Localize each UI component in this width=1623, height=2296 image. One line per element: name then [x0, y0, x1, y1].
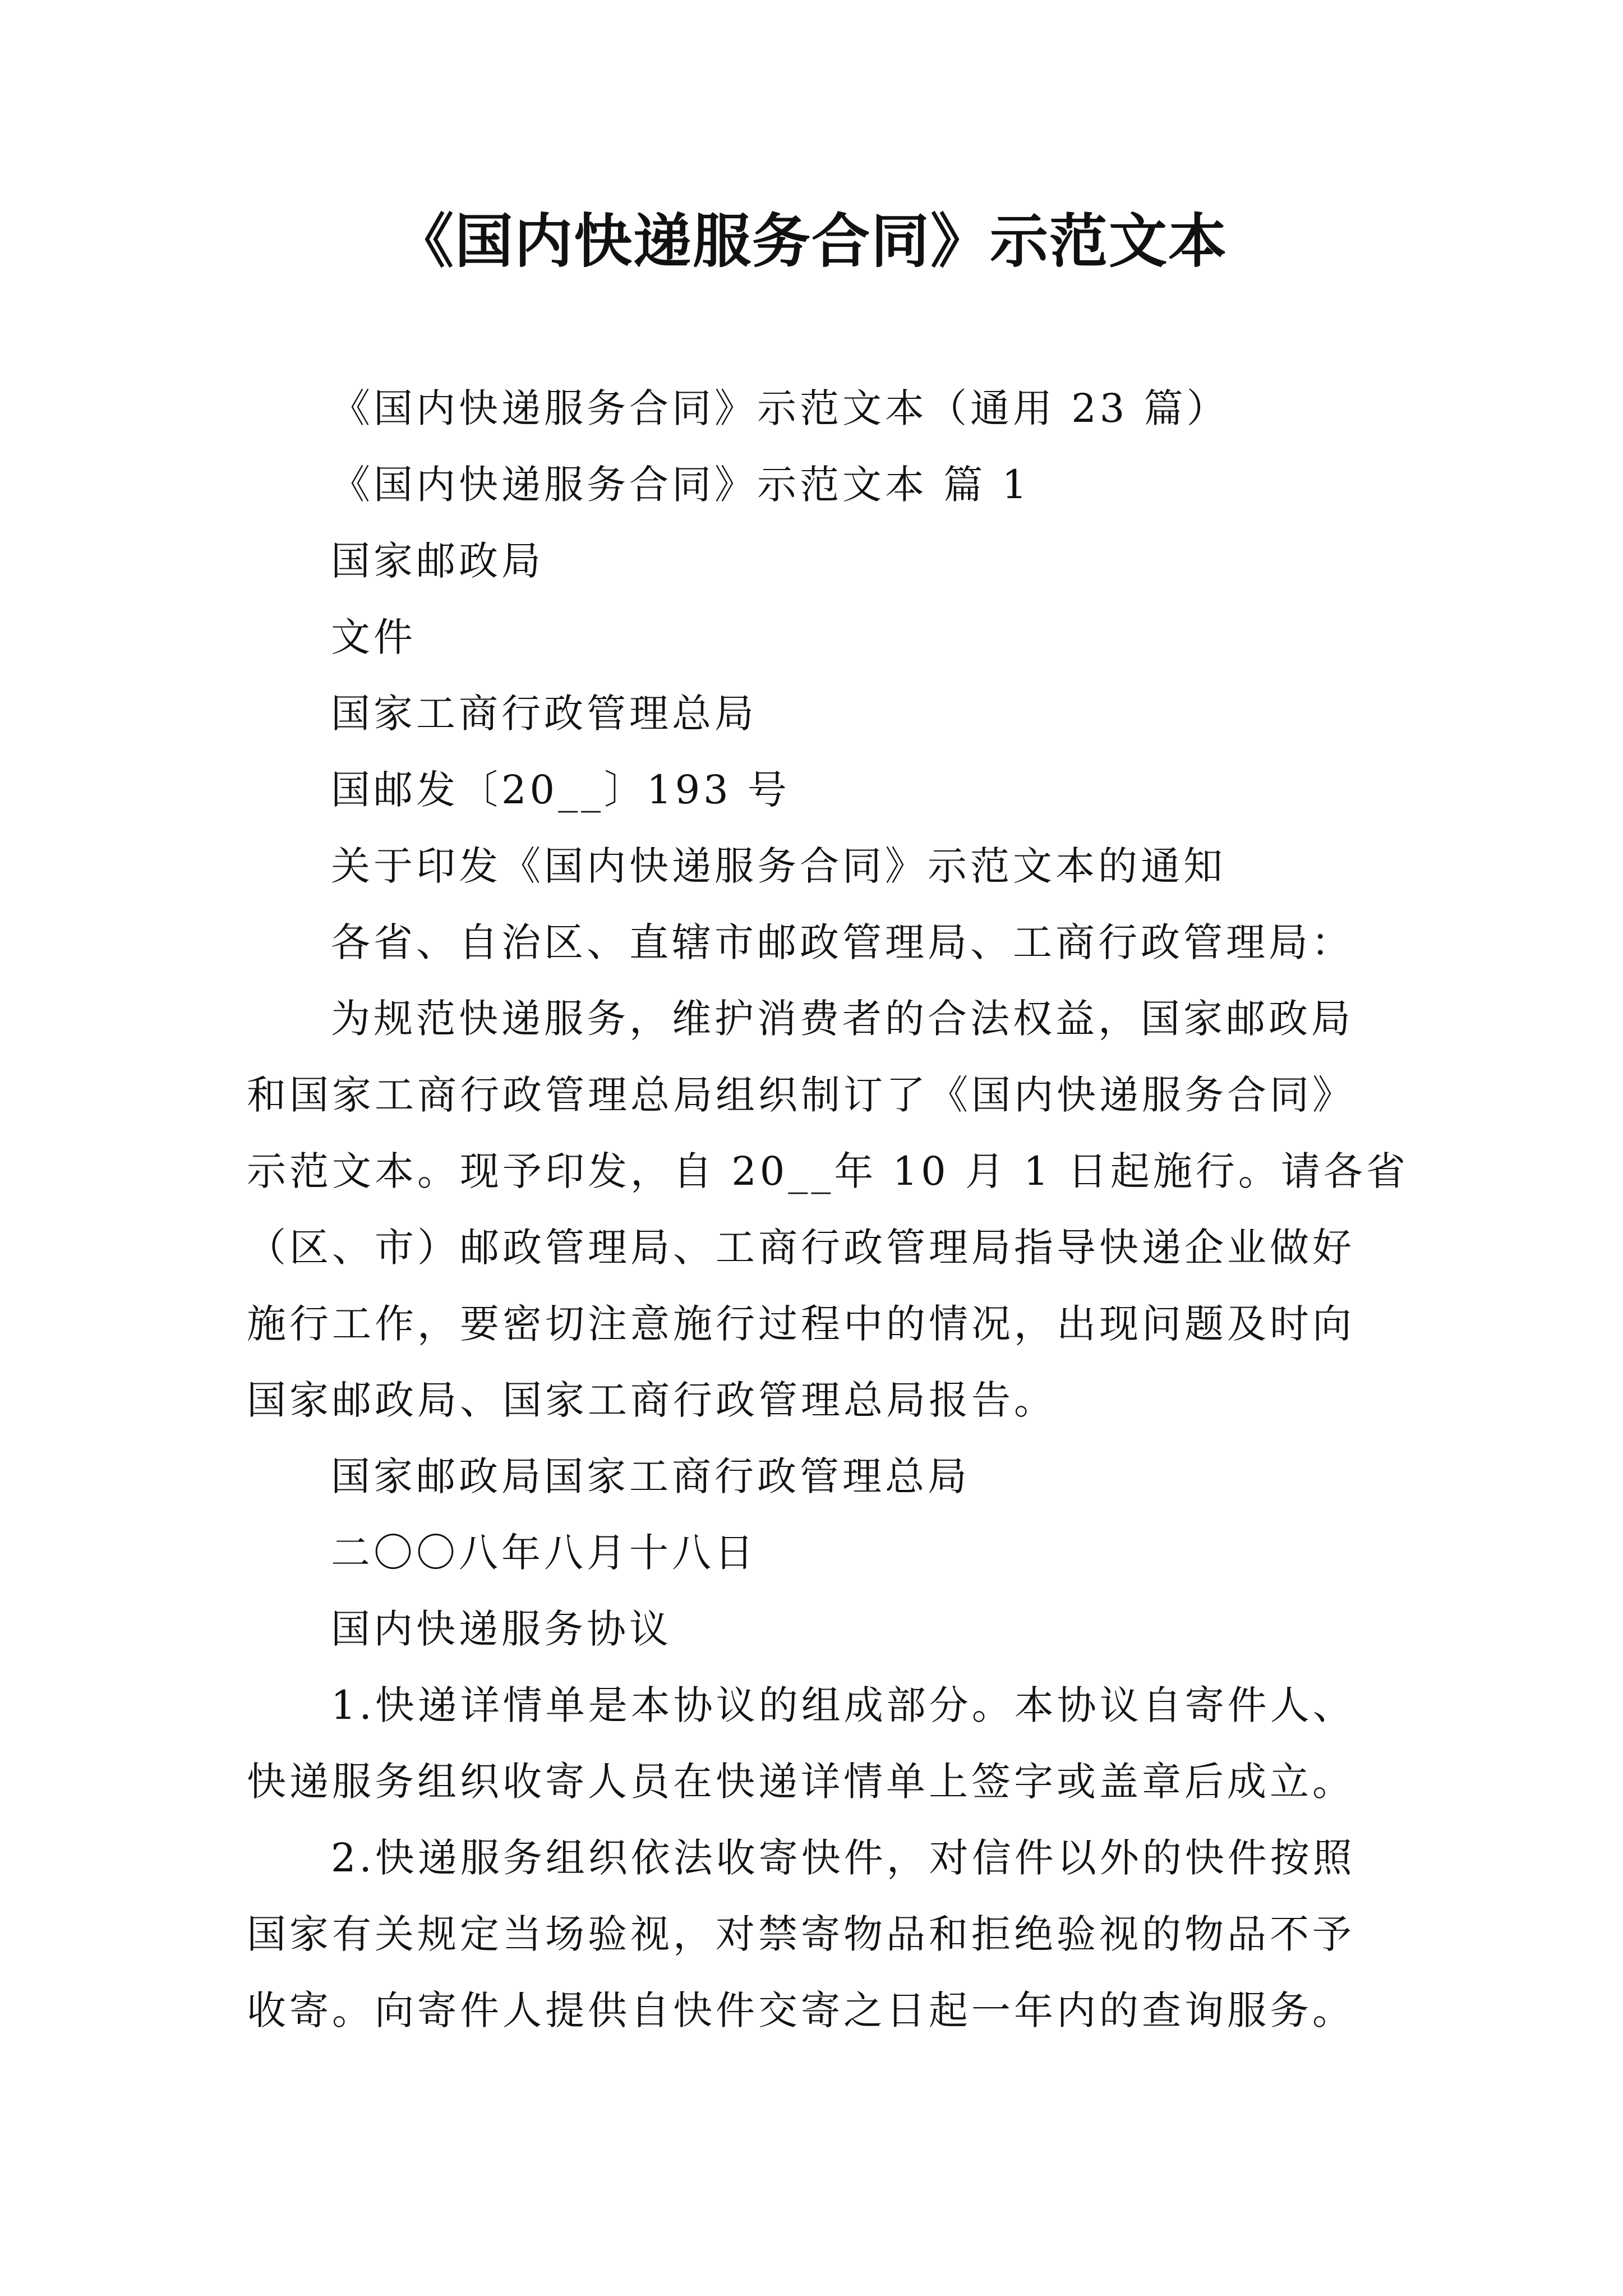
text-line: 示范文本。现予印发，自 20__年 10 月 1 日起施行。请各省 [247, 1148, 1409, 1194]
text-line: 收寄。向寄件人提供自快件交寄之日起一年内的查询服务。 [247, 1987, 1355, 2033]
text-line: 国家工商行政管理总局 [331, 691, 757, 737]
text-line: 和国家工商行政管理总局组织制订了《国内快递服务合同》 [247, 1072, 1355, 1118]
text-line: 2.快递服务组织依法收寄快件，对信件以外的快件按照 [331, 1835, 1355, 1881]
text-line: 国邮发〔20__〕193 号 [331, 767, 790, 813]
text-line: 二〇〇八年八月十八日 [331, 1530, 757, 1576]
text-line: （区、市）邮政管理局、工商行政管理局指导快递企业做好 [247, 1225, 1355, 1271]
text-line: 《国内快递服务合同》示范文本 篇 1 [331, 462, 1031, 508]
text-line: 快递服务组织收寄人员在快递详情单上签字或盖章后成立。 [247, 1759, 1355, 1805]
text-line: 各省、自治区、直辖市邮政管理局、工商行政管理局： [331, 919, 1354, 965]
document-body [247, 370, 1409, 2049]
text-line: 国家邮政局国家工商行政管理总局 [331, 1453, 970, 1499]
text-line: 文件 [331, 614, 416, 660]
text-line: 国内快递服务协议 [331, 1606, 672, 1652]
text-line: 国家有关规定当场验视，对禁寄物品和拒绝验视的物品不予 [247, 1911, 1355, 1957]
text-line: 国家邮政局、国家工商行政管理总局报告。 [247, 1377, 1057, 1423]
text-line: 国家邮政局 [331, 538, 544, 584]
text-line: 1.快递详情单是本协议的组成部分。本协议自寄件人、 [331, 1682, 1355, 1728]
text-line: 为规范快递服务，维护消费者的合法权益，国家邮政局 [331, 996, 1354, 1042]
text-line: 施行工作，要密切注意施行过程中的情况，出现问题及时向 [247, 1301, 1355, 1347]
text-line: 《国内快递服务合同》示范文本（通用 23 篇） [331, 385, 1229, 431]
document-title: 《国内快递服务合同》示范文本 [395, 206, 1228, 275]
text-line: 关于印发《国内快递服务合同》示范文本的通知 [331, 843, 1226, 889]
